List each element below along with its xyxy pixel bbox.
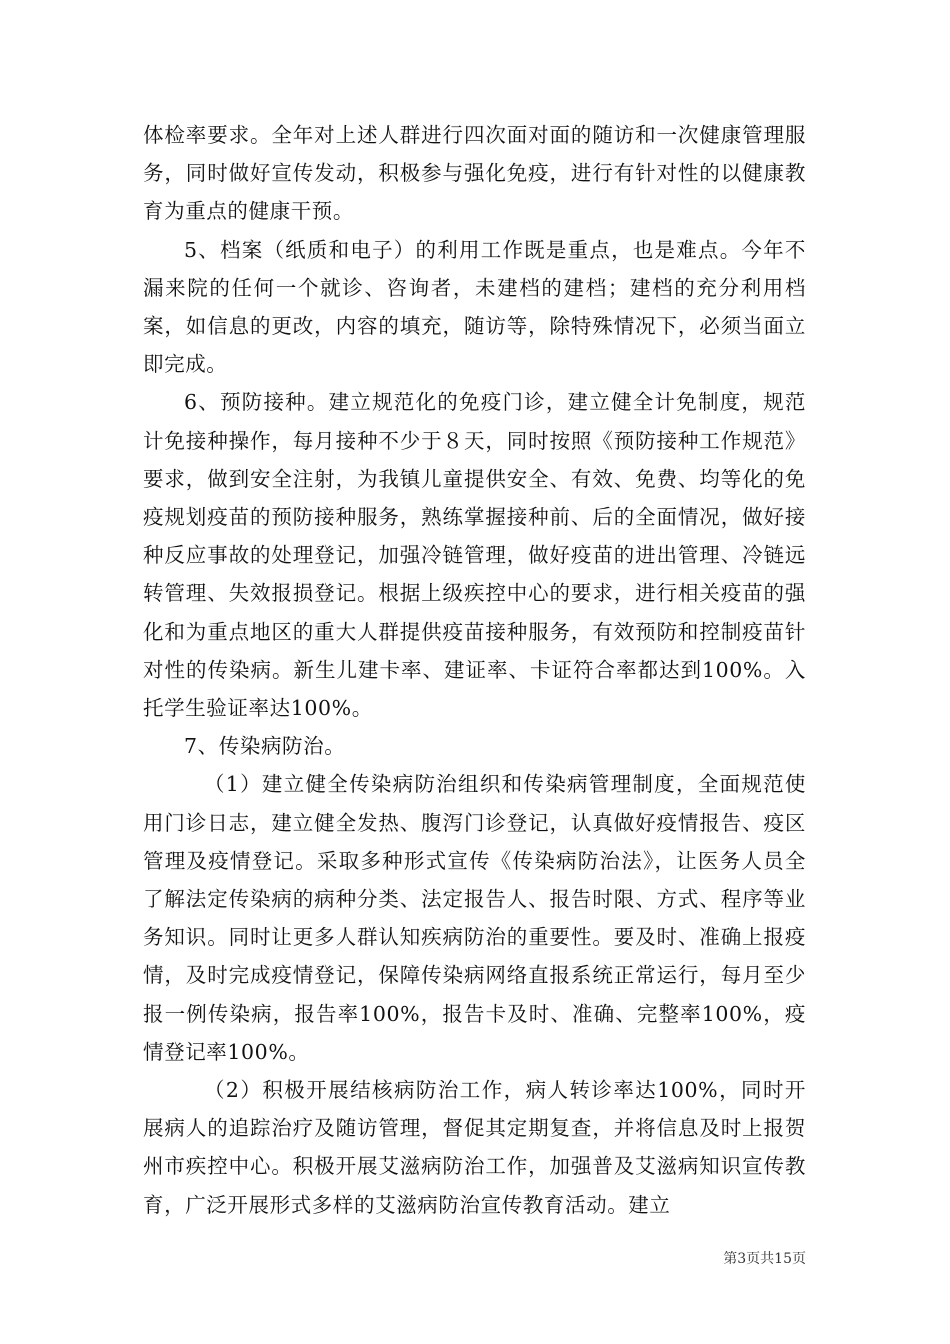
paragraph-item-7-2: （2）积极开展结核病防治工作，病人转诊率达100%，同时开展病人的追踪治疗及随访管理，督促其定期复查，并将信息及时上报贺州市疾控中心。积极开展艾滋病防治工作，加强普及艾滋病知识宣传教育，广泛开展形式多样的艾滋病防治宣传教育活动。建立	[143, 1078, 806, 1217]
paragraph-item-6-vaccination: 6、预防接种。建立规范化的免疫门诊，建立健全计免制度，规范计免接种操作，每月接种不少于８天，同时按照《预防接种工作规范》要求，做到安全注射，为我镇儿童提供安全、有效、免费、均等化的免疫规划疫苗的预防接种服务，熟练掌握接种前、后的全面情况，做好接种反应事故的处理登记，加强冷链管理，做好疫苗的进出管理、冷链远转管理、失效报损登记。根据上级疾控中心的要求，进行相关疫苗的强化和为重点地区的重大人群提供疫苗接种服务，有效预防和控制疫苗针对性的传染病。新生儿建卡率、建证率、卡证符合率都达到100%。入托学生验证率达100%。	[143, 390, 806, 721]
page-number-footer: 第3页共15页	[723, 1251, 806, 1267]
paragraph-item-5-archives: 5、档案（纸质和电子）的利用工作既是重点，也是难点。今年不漏来院的任何一个就诊、咨询者，未建档的建档；建档的充分利用档案，如信息的更改，内容的填充，随访等，除特殊情况下，必须当面立即完成。	[143, 237, 806, 377]
document-body	[143, 116, 806, 1224]
paragraph-continued: 体检率要求。全年对上述人群进行四次面对面的随访和一次健康管理服务，同时做好宣传发动，积极参与强化免疫，进行有针对性的以健康教育为重点的健康干预。	[143, 123, 806, 224]
paragraph-item-7-1: （1）建立健全传染病防治组织和传染病管理制度，全面规范使用门诊日志，建立健全发热、腹泻门诊登记，认真做好疫情报告、疫区管理及疫情登记。采取多种形式宣传《传染病防治法》，让医务人员全了解法定传染病的病种分类、法定报告人、报告时限、方式、程序等业务知识。同时让更多人群认知疾病防治的重要性。要及时、准确上报疫情，及时完成疫情登记，保障传染病网络直报系统正常运行，每月至少报一例传染病，报告率100%，报告卡及时、准确、完整率100%，疫情登记率100%。	[143, 772, 806, 1064]
paragraph-item-7-heading: 7、传染病防治。	[184, 734, 346, 759]
